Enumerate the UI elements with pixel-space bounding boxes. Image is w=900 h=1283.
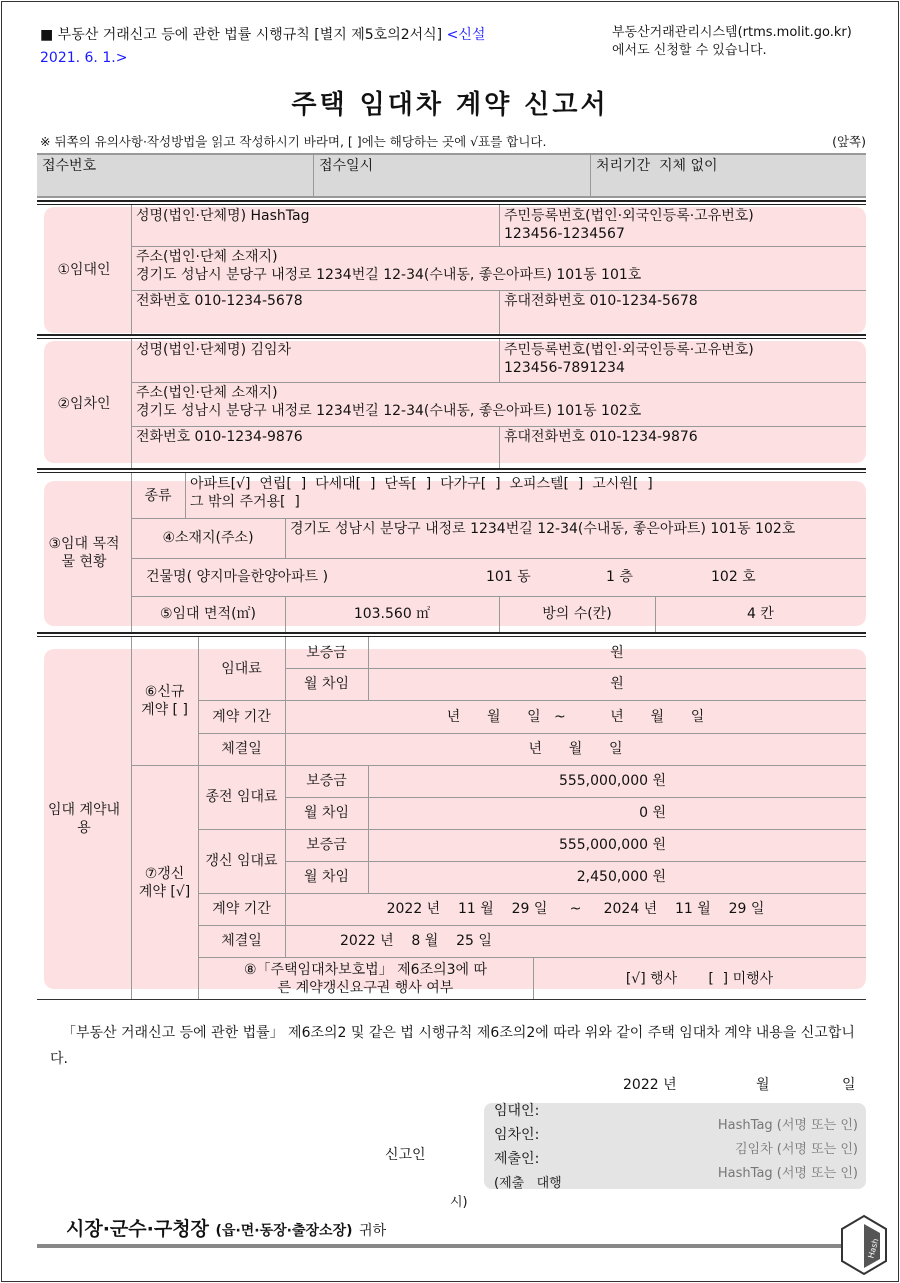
lessor-id[interactable]	[499, 205, 866, 247]
page-title: 주택 임대차 계약 신고서	[291, 90, 609, 120]
date-month[interactable]: 월	[756, 1077, 770, 1093]
hashtag-logo-icon	[838, 1214, 890, 1276]
lessee-name[interactable]: 성명(법인·단체명) 김임차	[131, 339, 500, 383]
proxy-note-end: 시)	[450, 1195, 468, 1210]
renewed-monthly-value[interactable]: 2,450,000 원	[368, 861, 866, 894]
period-value: 지체 없이	[659, 158, 718, 174]
type-line-1[interactable]: 아파트[√] 연립[ ] 다세대[ ] 단독[ ] 다가구[ ] 오피스텔[ ] 고시원[ ]	[190, 476, 653, 492]
building-name: 건물명( 양지마을한양아파트 )	[146, 569, 329, 585]
lessor-name[interactable]: 성명(법인·단체명) HashTag	[131, 205, 500, 247]
addressee-main: 시장·군수·구청장	[66, 1218, 209, 1240]
renewal-right-label: ⑧「주택임대차보호법」 제6조의3에 따른 계약갱신요구권 행사 여부	[198, 957, 534, 1000]
proxy-note: (제출 대행	[494, 1176, 562, 1191]
receipt-row	[37, 153, 866, 198]
new-rent-label: 임대료	[198, 637, 286, 701]
renew-signed-value[interactable]: 2022 년 8 월 25 일	[285, 925, 866, 958]
page-side: (앞쪽)	[832, 134, 866, 149]
area-value[interactable]: 103.560 ㎡	[285, 596, 500, 632]
lessee-id-label: 주민등록번호(법인·외국인등록·고유번호)	[504, 342, 754, 358]
new-deposit-label: 보증금	[285, 637, 369, 669]
property-section-label: ③임대 목적물 현황	[37, 473, 132, 632]
renewed-deposit-value[interactable]: 555,000,000 원	[368, 829, 866, 862]
prev-deposit-value[interactable]: 555,000,000 원	[368, 765, 866, 798]
lessor-section-label: ①임대인	[37, 205, 132, 334]
signer-lessor-label: 임대인:	[494, 1103, 540, 1119]
area-label: ⑤임대 면적(㎡)	[131, 596, 286, 632]
signer-lessee-signature[interactable]: 김임차 (서명 또는 인)	[734, 1142, 858, 1157]
reporter-label: 신고인	[385, 1147, 426, 1163]
building-dong: 101 동	[486, 569, 531, 585]
new-signed-label: 체결일	[198, 733, 286, 766]
lessee-mobile[interactable]: 휴대전화번호 010-1234-9876	[504, 429, 698, 445]
type-label: 종류	[131, 473, 186, 519]
signer-submitter-signature[interactable]: HashTag (서명 또는 인)	[717, 1166, 858, 1181]
prev-rent-label: 종전 임대료	[198, 765, 286, 830]
rooms-label: 방의 수(칸)	[499, 596, 656, 632]
date-year[interactable]: 2022 년	[623, 1077, 677, 1093]
addressee-sub: (읍·면·동장·출장소장)	[215, 1223, 353, 1239]
online-note	[612, 24, 852, 60]
lessor-address[interactable]	[131, 246, 866, 291]
building-floor: 1 층	[606, 569, 633, 585]
contract-section-label: 임대 계약내용	[37, 637, 132, 1000]
new-deposit-value[interactable]: 원	[368, 637, 866, 669]
lessee-addr-label: 주소(법인·단체 소재지)	[136, 385, 278, 401]
renewal-right-options[interactable]: [√] 행사 [ ] 미행사	[625, 970, 774, 987]
new-monthly-label: 월 차임	[285, 668, 369, 701]
lessor-addr-label: 주소(법인·단체 소재지)	[136, 249, 278, 265]
new-signed-value[interactable]: 년 월 일	[285, 733, 866, 766]
lessee-id[interactable]	[499, 339, 866, 383]
lessee-section-label: ②임차인	[37, 339, 132, 468]
building-ho: 102 호	[711, 569, 756, 585]
type-line-2[interactable]: 그 밖의 주거용[ ]	[190, 494, 300, 510]
lessor-phone[interactable]: 전화번호 010-1234-5678	[131, 290, 500, 334]
amend-date: 2021. 6. 1.>	[40, 50, 128, 66]
renew-period-value[interactable]: 2022 년 11 월 29 일 ~ 2024 년 11 월 29 일	[285, 893, 866, 926]
processing-period	[590, 155, 718, 197]
svg-text:Hash: Hash	[866, 1237, 881, 1260]
period-label: 처리기간	[596, 158, 651, 174]
prev-deposit-label: 보증금	[285, 765, 369, 798]
lessee-id-value: 123456-7891234	[504, 360, 625, 376]
new-monthly-value[interactable]: 원	[368, 668, 866, 701]
rooms-value[interactable]: 4 칸	[747, 606, 774, 622]
lessor-addr-value: 경기도 성남시 분당구 내정로 1234번길 12-34(수내동, 좋은아파트) 101동 101호	[136, 267, 642, 283]
online-note-1: 부동산거래관리시스템(rtms.molit.go.kr)	[612, 25, 852, 40]
addressee	[66, 1214, 386, 1241]
new-contract-checkbox[interactable]: ⑥신규 계약 [ ]	[131, 637, 199, 766]
lessor-mobile[interactable]: 휴대전화번호 010-1234-5678	[504, 293, 698, 309]
online-note-2: 에서도 신청할 수 있습니다.	[612, 43, 767, 58]
lessee-phone[interactable]: 전화번호 010-1234-9876	[131, 426, 500, 468]
form-reference	[40, 24, 485, 44]
prev-monthly-value[interactable]: 0 원	[368, 797, 866, 830]
building-row[interactable]	[131, 558, 866, 597]
receipt-date-label: 접수일시	[313, 155, 373, 197]
location-value[interactable]: 경기도 성남시 분당구 내정로 1234번길 12-34(수내동, 좋은아파트) 101동 102호	[285, 518, 866, 559]
amend-prefix: <신설	[446, 27, 486, 43]
signer-lessee-label: 임차인:	[494, 1127, 540, 1143]
declaration-text: 「부동산 거래신고 등에 관한 법률」 제6조의2 및 같은 법 시행규칙 제6조의2에 따라 위와 같이 주택 임대차 계약 내용을 신고합니다.	[50, 1025, 855, 1067]
lessor-id-value: 123456-1234567	[504, 226, 625, 242]
lessee-address[interactable]	[131, 382, 866, 427]
type-options[interactable]	[185, 473, 866, 519]
prev-monthly-label: 월 차임	[285, 797, 369, 830]
divider	[37, 999, 866, 1000]
location-label: ④소재지(주소)	[131, 518, 286, 559]
form-ref-text: ■ 부동산 거래신고 등에 관한 법률 시행규칙 [별지 제5호의2서식]	[40, 27, 443, 43]
renewed-rent-label: 갱신 임대료	[198, 829, 286, 894]
renewed-deposit-label: 보증금	[285, 829, 369, 862]
date-day[interactable]: 일	[842, 1077, 856, 1093]
renew-period-label: 계약 기간	[198, 893, 286, 926]
renew-signed-label: 체결일	[198, 925, 286, 958]
renew-contract-checkbox[interactable]: ⑦갱신 계약 [√]	[131, 765, 199, 1000]
signer-submitter-label: 제출인:	[494, 1151, 540, 1167]
bottom-rule	[37, 1244, 857, 1248]
signer-lessor-signature[interactable]: HashTag (서명 또는 인)	[717, 1118, 858, 1133]
lessee-addr-value: 경기도 성남시 분당구 내정로 1234번길 12-34(수내동, 좋은아파트) 101동 102호	[136, 403, 642, 419]
new-period-value[interactable]: 년 월 일 ~ 년 월 일	[285, 700, 866, 734]
instruction-text: ※ 뒤쪽의 유의사항·작성방법을 읽고 작성하시기 바라며, [ ]에는 해당하는 곳에 √표를 합니다.	[40, 134, 547, 149]
renewed-monthly-label: 월 차임	[285, 861, 369, 894]
lessor-id-label: 주민등록번호(법인·외국인등록·고유번호)	[504, 208, 754, 224]
receipt-number-label: 접수번호	[42, 158, 97, 174]
new-period-label: 계약 기간	[198, 700, 286, 734]
addressee-suffix: 귀하	[359, 1223, 387, 1239]
